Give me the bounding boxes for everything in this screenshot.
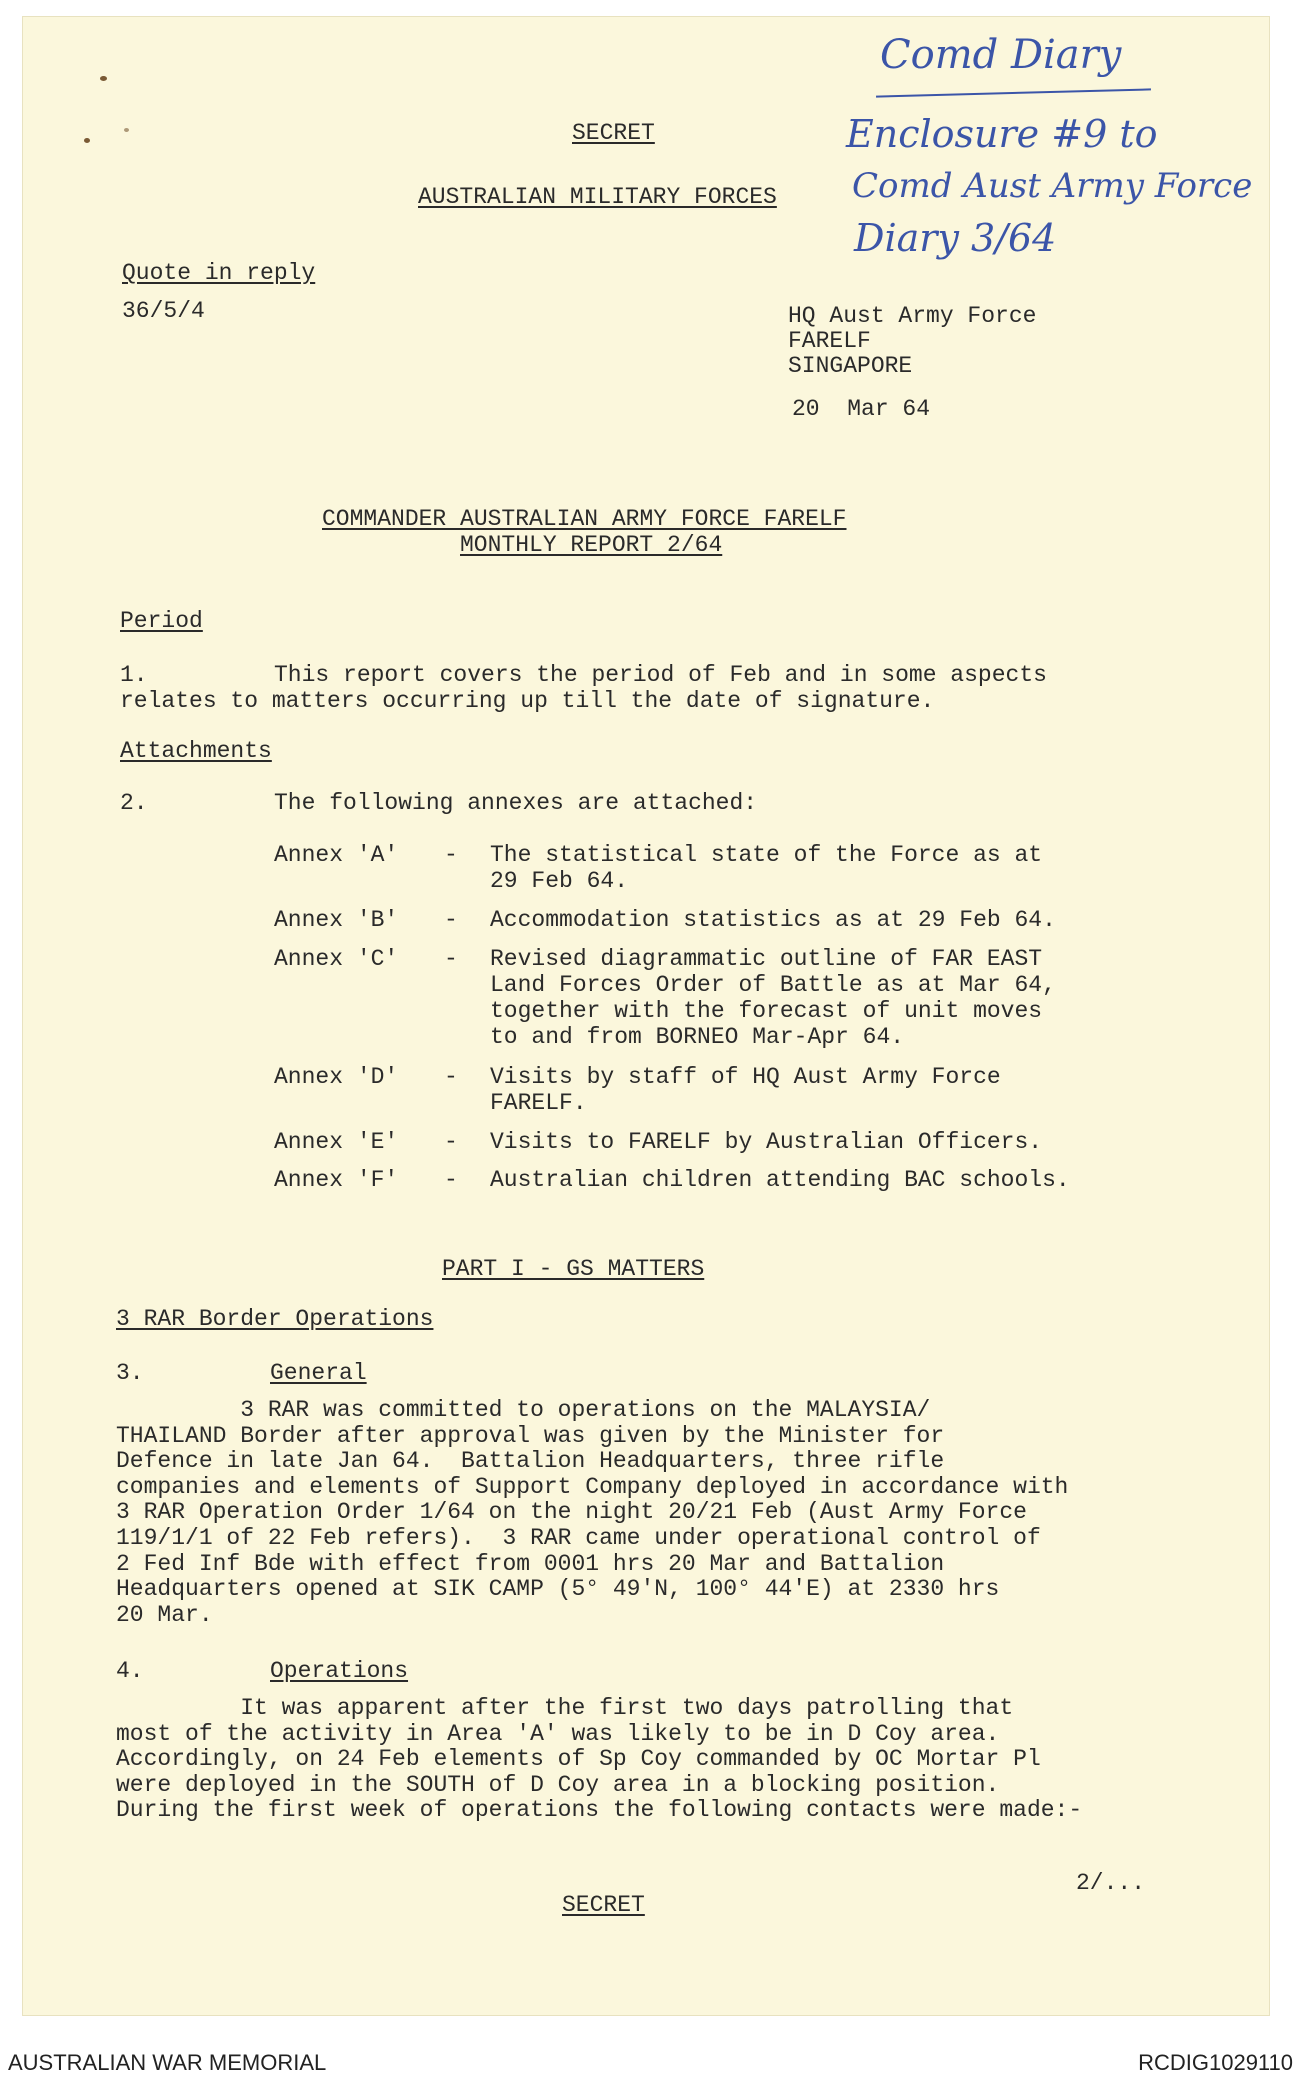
- address-line-3: SINGAPORE: [788, 353, 913, 379]
- part-heading: PART I - GS MATTERS: [442, 1256, 705, 1282]
- annex-label: Annex 'C': [274, 946, 399, 972]
- report-title: COMMANDER AUSTRALIAN ARMY FORCE FARELF: [322, 506, 847, 532]
- general-paragraph: 3 RAR was committed to operations on the MALAYSIA/ THAILAND Border after approval was given by the Minister for Defence in late Jan 64. Battalion Headquarters, three rifle companies and elements of Support Company deployed in accordance with 3 RAR Operation Order 1/64 on the night 20/21 Feb (Aust Army Force 119/1/1 of 22 Feb refers). 3 RAR came under operational control of 2 Fed Inf Bde with effect from 0001 hrs 20 Mar and Battalion Headquarters opened at SIK CAMP (5° 49'N, 100° 44'E) at 2330 hrs 20 Mar.: [116, 1397, 1069, 1628]
- annex-label: Annex 'D': [274, 1064, 399, 1090]
- section-heading-general: General: [270, 1360, 367, 1386]
- classification-top: SECRET: [572, 120, 655, 146]
- address-line-2: FARELF: [788, 328, 871, 354]
- period-text-line-2: relates to matters occurring up till the date of signature.: [120, 688, 935, 714]
- annex-description: Visits to FARELF by Australian Officers.: [490, 1129, 1043, 1155]
- annex-dash: -: [444, 842, 458, 868]
- classification-bottom: SECRET: [562, 1892, 645, 1918]
- section-heading-period: Period: [120, 608, 203, 634]
- report-subtitle: MONTHLY REPORT 2/64: [460, 532, 723, 558]
- annex-dash: -: [444, 907, 458, 933]
- annex-label: Annex 'F': [274, 1167, 399, 1193]
- annex-dash: -: [444, 946, 458, 972]
- address-line-1: HQ Aust Army Force: [788, 303, 1037, 329]
- annex-description: Visits by staff of HQ Aust Army Force FARELF.: [490, 1064, 1001, 1116]
- report-date: 20 Mar 64: [792, 396, 931, 422]
- para-number-2: 2.: [120, 790, 148, 816]
- para-number-4: 4.: [116, 1658, 144, 1684]
- handwritten-enclosure-line: Enclosure #9 to: [846, 112, 1158, 156]
- attachments-intro: The following annexes are attached:: [274, 790, 758, 816]
- operations-paragraph: It was apparent after the first two days patrolling that most of the activity in Area 'A' was likely to be in D Coy area. Accordingly, on 24 Feb elements of Sp Coy commanded by OC Mortar Pl were deployed in the SOUTH of D Coy area in a blocking position. During the first week of operations the following contacts were made:-: [116, 1695, 1083, 1824]
- quote-reference: 36/5/4: [122, 298, 205, 324]
- quote-in-reply-label: Quote in reply: [122, 260, 316, 286]
- section-heading-operations: Operations: [270, 1658, 409, 1684]
- annex-dash: -: [444, 1064, 458, 1090]
- archive-id: RCDIG1029110: [1138, 2050, 1293, 2075]
- section-heading-attachments: Attachments: [120, 738, 272, 764]
- handwritten-diary-label: Comd Diary: [880, 32, 1122, 78]
- annex-label: Annex 'A': [274, 842, 399, 868]
- stain-mark: [100, 76, 107, 81]
- handwritten-comd-line: Comd Aust Army Force: [852, 166, 1253, 206]
- handwritten-diary-ref: Diary 3/64: [854, 216, 1057, 260]
- annex-label: Annex 'E': [274, 1129, 399, 1155]
- para-number-1: 1.: [120, 662, 148, 688]
- annex-description: Revised diagrammatic outline of FAR EAST Land Forces Order of Battle as at Mar 64, together with the forecast of unit moves to and from BORNEO Mar-Apr 64.: [490, 946, 1056, 1050]
- annex-dash: -: [444, 1167, 458, 1193]
- annex-description: The statistical state of the Force as at 29 Feb 64.: [490, 842, 1043, 894]
- annex-description: Australian children attending BAC schools.: [490, 1167, 1070, 1193]
- annex-description: Accommodation statistics as at 29 Feb 64.: [490, 907, 1056, 933]
- period-text-line-1: This report covers the period of Feb and in some aspects: [274, 662, 1047, 688]
- page-continuation: 2/...: [1076, 1870, 1146, 1896]
- annex-dash: -: [444, 1129, 458, 1155]
- stain-mark: [84, 138, 90, 143]
- stain-mark: [124, 128, 129, 132]
- archive-credit: AUSTRALIAN WAR MEMORIAL: [8, 2050, 327, 2075]
- para-number-3: 3.: [116, 1360, 144, 1386]
- org-title: AUSTRALIAN MILITARY FORCES: [418, 184, 777, 210]
- subsection-heading: 3 RAR Border Operations: [116, 1306, 434, 1332]
- annex-label: Annex 'B': [274, 907, 399, 933]
